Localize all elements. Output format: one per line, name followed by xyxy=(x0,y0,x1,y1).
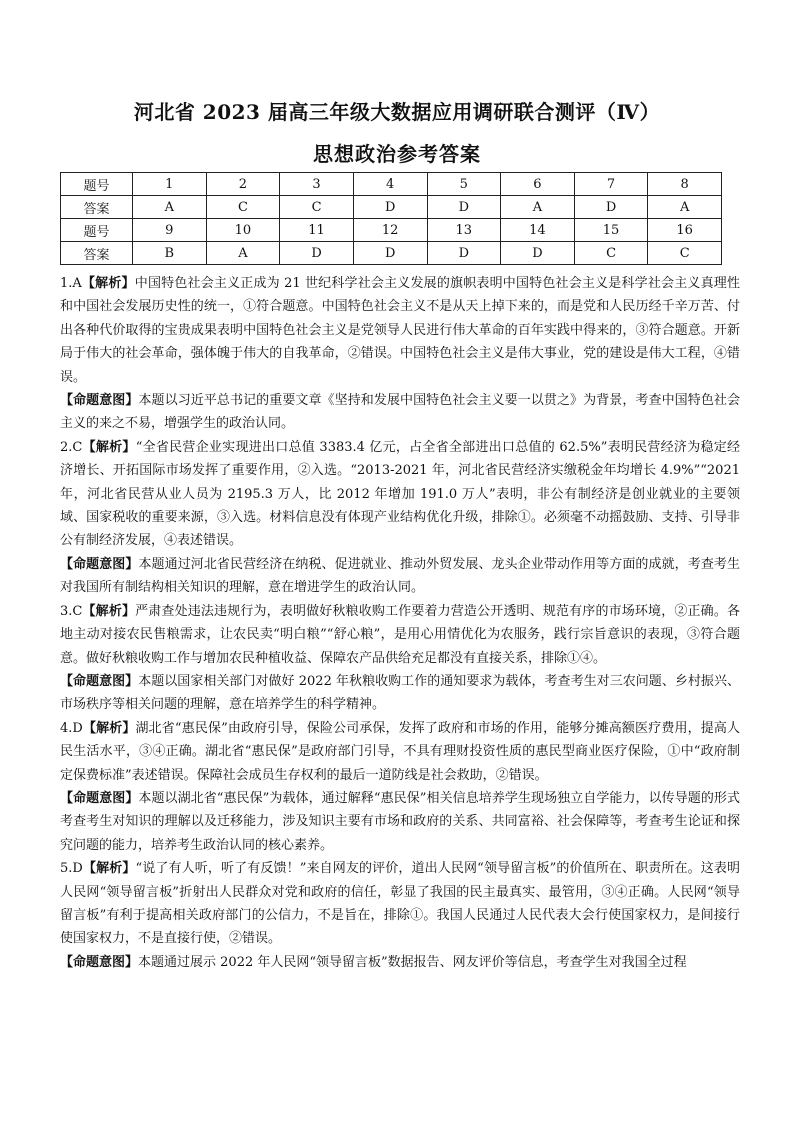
paragraph-text: 本题通过展示 2022 年人民网“领导留言板”数据报告、网友评价等信息，考查学生对我国全过程 xyxy=(138,954,687,970)
paragraph-text: 中国特色社会主义正成为 21 世纪科学社会主义发展的旗帜表明中国特色社会主义是科学社会主义真理性和中国社会发展历史性的统一，①符合题意。中国特色社会主义不是从天上掉下来的，而是党和人民历经千辛万苦、付出各种代价取得的宝贵成果表明中国特色社会主义是党领导人民进行伟大革命的百年实践中得来的，③符合题意。开新局于伟大的社会革命，强体魄于伟大的自我革命，②错误。中国特色社会主义是伟大事业，党的建设是伟大工程，④错误。 xyxy=(60,276,740,385)
intent-paragraph xyxy=(60,951,740,974)
paragraph-text: 本题通过河北省民营经济在纳税、促进就业、推动外贸发展、龙头企业带动作用等方面的成就，考查考生对我国所有制结构相关知识的理解，意在增进学生的政治认同。 xyxy=(60,556,740,596)
table-cell: 2 xyxy=(206,173,280,196)
table-cell: C xyxy=(648,242,722,265)
table-cell: 8 xyxy=(648,173,722,196)
table-cell: 12 xyxy=(353,219,427,242)
paragraph-text: “全省民营企业实现进出口总值 3383.4 亿元，占全省全部进出口总值的 62.5%”表明民营经济为稳定经济增长、开拓国际市场发挥了重要作用，②入选。“2013-2021 年，河北省民营经济实缴税金年均增长 4.9%”“2021 年，河北省民营从业人员为 2195.3 万人，比 2012 年增加 191.0 万人”表明，非公有制经济是创业就业的主要领域、国家税收的重要来源，③入选。材料信息没有体现产业结构优化升级，排除①。必须毫不动摇鼓励、支持、引导非公有制经济发展，④表述错误。 xyxy=(60,439,740,549)
answer-row xyxy=(61,196,722,219)
explanation-paragraph xyxy=(60,717,740,787)
analysis-tag: 【解析】 xyxy=(82,861,136,877)
explanation-paragraph xyxy=(60,272,740,389)
table-cell: D xyxy=(353,196,427,219)
table-cell: 6 xyxy=(501,173,575,196)
table-cell: D xyxy=(280,242,354,265)
table-cell: 11 xyxy=(280,219,354,242)
question-answer-label: 2.C xyxy=(60,439,83,455)
table-cell: 14 xyxy=(501,219,575,242)
answer-row xyxy=(61,242,722,265)
intent-tag: 【命题意图】 xyxy=(60,393,139,409)
intent-tag: 【命题意图】 xyxy=(60,673,139,689)
row-header-cell: 答案 xyxy=(61,242,133,265)
table-cell: A xyxy=(206,242,280,265)
explanation-paragraph xyxy=(60,857,740,951)
analysis-tag: 【解析】 xyxy=(82,603,136,619)
question-number-row xyxy=(61,173,722,196)
row-header-cell: 题号 xyxy=(61,173,133,196)
question-answer-label: 3.C xyxy=(60,603,83,619)
analysis-tag: 【解析】 xyxy=(81,276,135,291)
table-cell: C xyxy=(280,196,354,219)
intent-paragraph xyxy=(60,389,740,436)
table-cell: 16 xyxy=(648,219,722,242)
table-cell: B xyxy=(133,242,207,265)
table-cell: 5 xyxy=(427,173,501,196)
table-cell: C xyxy=(574,242,648,265)
explanations-section xyxy=(60,272,740,974)
document-title: 河北省 2023 届高三年级大数据应用调研联合测评（Ⅳ） xyxy=(133,100,661,124)
table-cell: 7 xyxy=(574,173,648,196)
intent-tag: 【命题意图】 xyxy=(60,954,139,970)
row-header-cell: 题号 xyxy=(61,219,133,242)
table-cell: D xyxy=(501,242,575,265)
table-cell: 3 xyxy=(280,173,354,196)
table-cell: 9 xyxy=(133,219,207,242)
question-answer-label: 5.D xyxy=(60,861,83,877)
table-cell: 4 xyxy=(353,173,427,196)
intent-tag: 【命题意图】 xyxy=(60,556,139,572)
table-cell: D xyxy=(427,242,501,265)
table-cell: D xyxy=(427,196,501,219)
table-cell: 13 xyxy=(427,219,501,242)
table-cell: 10 xyxy=(206,219,280,242)
paragraph-text: 严肃查处违法违规行为，表明做好秋粮收购工作要着力营造公开透明、规范有序的市场环境，②正确。各地主动对接农民售粮需求，让农民卖“明白粮”“舒心粮”，是用心用情优化为农服务，践行宗旨意识的表现，③符合题意。做好秋粮收购工作与增加农民种植收益、保障农产品供给充足都没有直接关系，排除①④。 xyxy=(60,603,740,666)
paragraph-text: 本题以湖北省“惠民保”为载体，通过解释“惠民保”相关信息培养学生现场独立自学能力，以传导题的形式考查考生对知识的理解以及迁移能力，涉及知识主要有市场和政府的关系、共同富裕、社会保障等，考查考生论证和探究问题的能力，培养考生政治认同的核心素养。 xyxy=(60,790,740,853)
table-cell: 15 xyxy=(574,219,648,242)
paragraph-text: 本题以习近平总书记的重要文章《坚持和发展中国特色社会主义要一以贯之》为背景，考查中国特色社会主义的来之不易，增强学生的政治认同。 xyxy=(60,393,740,432)
table-cell: A xyxy=(133,196,207,219)
paragraph-text: 湖北省“惠民保”由政府引导，保险公司承保，发挥了政府和市场的作用，能够分摊高额医疗费用，提高人民生活水平，③④正确。湖北省“惠民保”是政府部门引导，不具有理财投资性质的惠民型商业医疗保险，①中“政府制定保费标准”表述错误。保障社会成员生存权利的最后一道防线是社会救助，②错误。 xyxy=(60,720,740,783)
document-subtitle: 思想政治参考答案 xyxy=(313,142,481,166)
table-cell: A xyxy=(648,196,722,219)
question-number-row xyxy=(61,219,722,242)
explanation-paragraph xyxy=(60,600,740,670)
analysis-tag: 【解析】 xyxy=(82,439,136,455)
intent-paragraph xyxy=(60,670,740,717)
table-cell: D xyxy=(353,242,427,265)
intent-paragraph xyxy=(60,553,740,600)
intent-tag: 【命题意图】 xyxy=(60,790,139,806)
answer-table xyxy=(60,172,722,265)
table-cell: A xyxy=(501,196,575,219)
table-cell: C xyxy=(206,196,280,219)
row-header-cell: 答案 xyxy=(61,196,133,219)
analysis-tag: 【解析】 xyxy=(82,720,136,736)
paragraph-text: “说了有人听，听了有反馈！”来自网友的评价，道出人民网“领导留言板”的价值所在、职责所在。这表明人民网“领导留言板”折射出人民群众对党和政府的信任，彰显了我国的民主最真实、最管用，③④正确。人民网“领导留言板”有利于提高相关政府部门的公信力，不是旨在，排除①。我国人民通过人民代表大会行使国家权力，是间接行使国家权力，不是直接行使，②错误。 xyxy=(60,861,740,947)
intent-paragraph xyxy=(60,787,740,857)
paragraph-text: 本题以国家相关部门对做好 2022 年秋粮收购工作的通知要求为载体，考查考生对三农问题、乡村振兴、市场秩序等相关问题的理解，意在培养学生的科学精神。 xyxy=(60,673,740,713)
table-cell: 1 xyxy=(133,173,207,196)
question-answer-label: 1.A xyxy=(60,276,82,291)
table-cell: D xyxy=(574,196,648,219)
explanation-paragraph xyxy=(60,436,740,553)
question-answer-label: 4.D xyxy=(60,720,83,736)
